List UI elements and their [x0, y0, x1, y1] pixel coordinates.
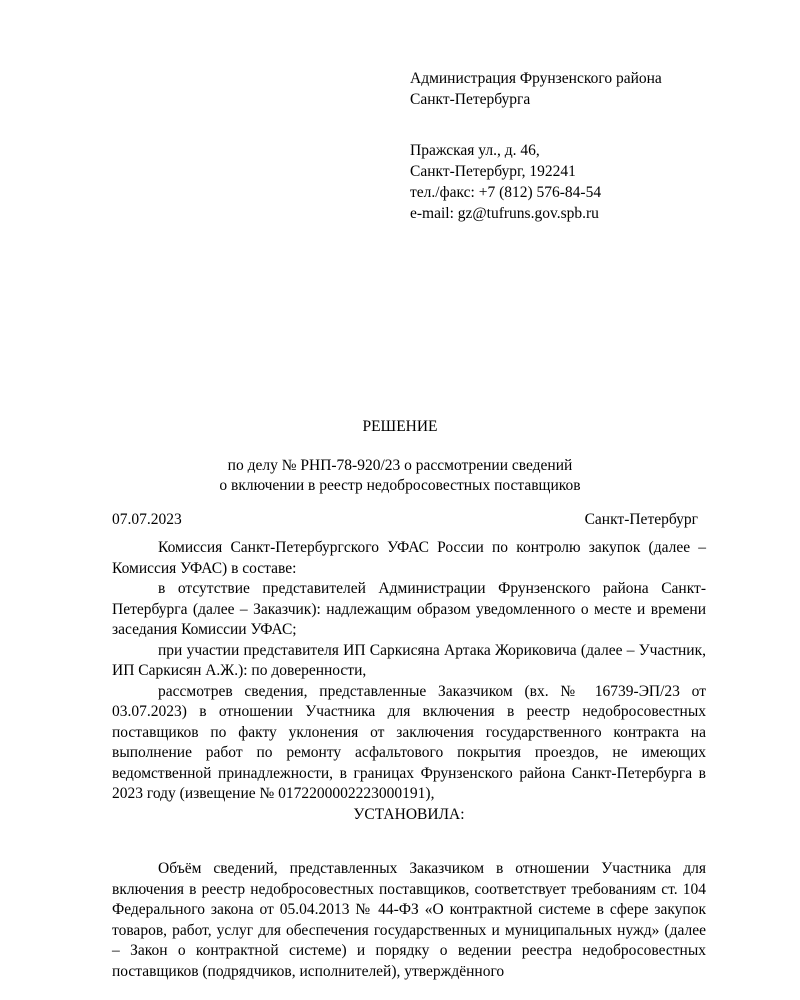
body-paragraph-absence: в отсутствие представителей Администрации Фрунзенского района Санкт-Петербурга (далее – Заказчик): надлежащим образом уведомленного о месте и времени заседания Комиссии УФАС; [112, 580, 706, 638]
addressee-address-line1: Пражская ул., д. 46, [410, 142, 540, 159]
document-body [112, 538, 706, 982]
addressee-org-line1: Администрация Фрунзенского района [410, 70, 662, 87]
addressee-gap [410, 110, 770, 140]
document-date: 07.07.2023 [112, 511, 182, 528]
body-paragraph-commission: Комиссия Санкт-Петербургского УФАС России по контролю закупок (далее – Комиссия УФАС) в составе: [112, 539, 706, 577]
document-subject [0, 456, 800, 496]
addressee-org-line2: Санкт-Петербурга [410, 91, 531, 108]
body-established-heading: УСТАНОВИЛА: [353, 805, 465, 823]
body-paragraph-participation: при участии представителя ИП Саркисяна Артака Жориковича (далее – Участник, ИП Саркисян А.Ж.): по доверенности, [112, 641, 706, 679]
subject-line1: по делу № РНП-78-920/23 о рассмотрении сведений [227, 457, 573, 474]
addressee-email: e-mail: gz@tufruns.gov.spb.ru [410, 205, 599, 222]
body-paragraph-volume: Объём сведений, представленных Заказчиком в отношении Участника для включения в реестр недобросовестных поставщиков, соответствует требованиям ст. 104 Федерального закона от 05.04.2013 № 44-ФЗ «О контрактной системе в сфере закупок товаров, работ, услуг для обеспечения государственных и муниципальных нужд» (далее – Закон о контрактной системе) и порядку о ведении реестра недобросовестных поставщиков (подрядчиков, исполнителей), утверждённого [112, 860, 706, 980]
document-title: РЕШЕНИЕ [362, 418, 438, 435]
addressee-address-line2: Санкт-Петербург, 192241 [410, 163, 576, 180]
body-paragraph-considered: рассмотрев сведения, представленные Заказчиком (вх. № 16739-ЭП/23 от 03.07.2023) в отношении Участника для включения в реестр недобросовестных поставщиков по факту уклонения от заключения государственного контракта на выполнение работ по ремонту асфальтового покрытия проездов, не имеющих ведомственной принадлежности, в границах Фрунзенского района Санкт-Петербурга в 2023 году (извещение № 0172200002223000191), [112, 682, 706, 802]
subject-line2: о включении в реестр недобросовестных поставщиков [219, 477, 581, 494]
addressee-block [410, 68, 770, 224]
document-city: Санкт-Петербург [584, 511, 698, 528]
addressee-phone: тел./факс: +7 (812) 576-84-54 [410, 184, 602, 201]
